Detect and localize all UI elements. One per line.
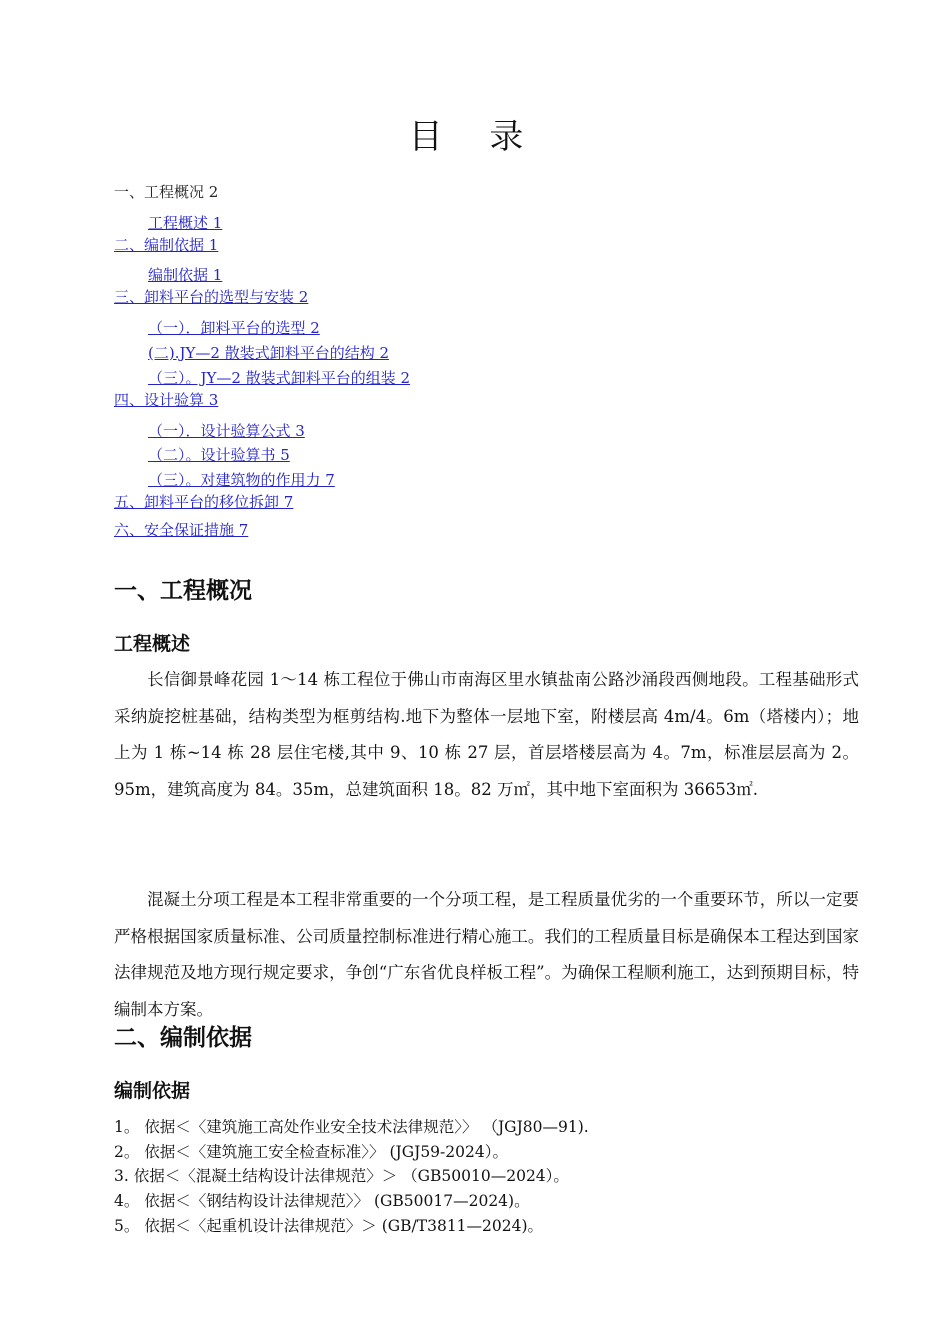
- basis-item: 5。 依据＜〈起重机设计法律规范〉＞ (GB/T3811—2024)。: [114, 1217, 544, 1235]
- toc-entry-relocation[interactable]: 五、卸料平台的移位拆卸 7: [114, 493, 294, 511]
- section1-heading: 一、工程概况: [114, 578, 252, 604]
- basis-item: 1。 依据＜〈建筑施工高处作业安全技术法律规范〉〉 （JGJ80—91).: [114, 1118, 589, 1136]
- toc-title: 目 录: [408, 117, 542, 157]
- toc-entry-engineering-overview[interactable]: 一、工程概况 2: [114, 183, 219, 201]
- toc-entry-platform-assembly[interactable]: （三）。JY—2 散装式卸料平台的组装 2: [148, 369, 411, 387]
- toc-entry-design-check[interactable]: 四、设计验算 3: [114, 391, 219, 409]
- toc-entry-basis-sub[interactable]: 编制依据 1: [148, 266, 223, 284]
- toc-entry-building-force[interactable]: （三）。对建筑物的作用力 7: [148, 471, 335, 489]
- toc-entry-check-formula[interactable]: （一）．设计验算公式 3: [148, 422, 305, 440]
- toc-entry-platform-type[interactable]: （一）．卸料平台的选型 2: [148, 319, 320, 337]
- section2-subheading: 编制依据: [114, 1080, 191, 1102]
- toc-entry-platform-selection[interactable]: 三、卸料平台的选型与安装 2: [114, 288, 309, 306]
- toc-entry-check-report[interactable]: （二）。设计验算书 5: [148, 446, 290, 464]
- basis-item: 4。 依据＜〈钢结构设计法律规范〉〉 (GB50017—2024)。: [114, 1192, 530, 1210]
- toc-entry-safety[interactable]: 六、安全保证措施 7: [114, 521, 249, 539]
- section1-subheading: 工程概述: [114, 633, 191, 655]
- toc-entry-basis[interactable]: 二、编制依据 1: [114, 236, 219, 254]
- toc-entry-overview-sub[interactable]: 工程概述 1: [148, 214, 223, 232]
- section1-paragraph-2: 混凝土分项工程是本工程非常重要的一个分项工程，是工程质量优劣的一个重要环节，所以一定要严格根据国家质量标准、公司质量控制标准进行精心施工。我们的工程质量目标是确保本工程达到国家法律规范及地方现行规定要求，争创“广东省优良样板工程”。为确保工程顺利施工，达到预期目标，特编制本方案。: [114, 890, 859, 1019]
- section1-paragraph-1: 长信御景峰花园 1～14 栋工程位于佛山市南海区里水镇盐南公路沙涌段西侧地段。工程基础形式采纳旋挖桩基础，结构类型为框剪结构.地下为整体一层地下室，附楼层高 4m/4。6m（塔楼内）；地上为 1 栋~14 栋 28 层住宅楼,其中 9、10 栋 27 层，首层塔楼层高为 4。7m，标准层层高为 2。95m，建筑高度为 84。35m，总建筑面积 18。82 万㎡，其中地下室面积为 36653㎡.: [114, 670, 859, 799]
- section2-heading: 二、编制依据: [114, 1025, 252, 1051]
- toc-entry-platform-structure[interactable]: (二).JY—2 散装式卸料平台的结构 2: [148, 344, 390, 362]
- basis-item: 2。 依据＜〈建筑施工安全检查标准〉〉 (JGJ59-2024）。: [114, 1143, 508, 1161]
- basis-item: 3. 依据＜〈混凝土结构设计法律规范〉＞ （GB50010—2024）。: [114, 1167, 569, 1185]
